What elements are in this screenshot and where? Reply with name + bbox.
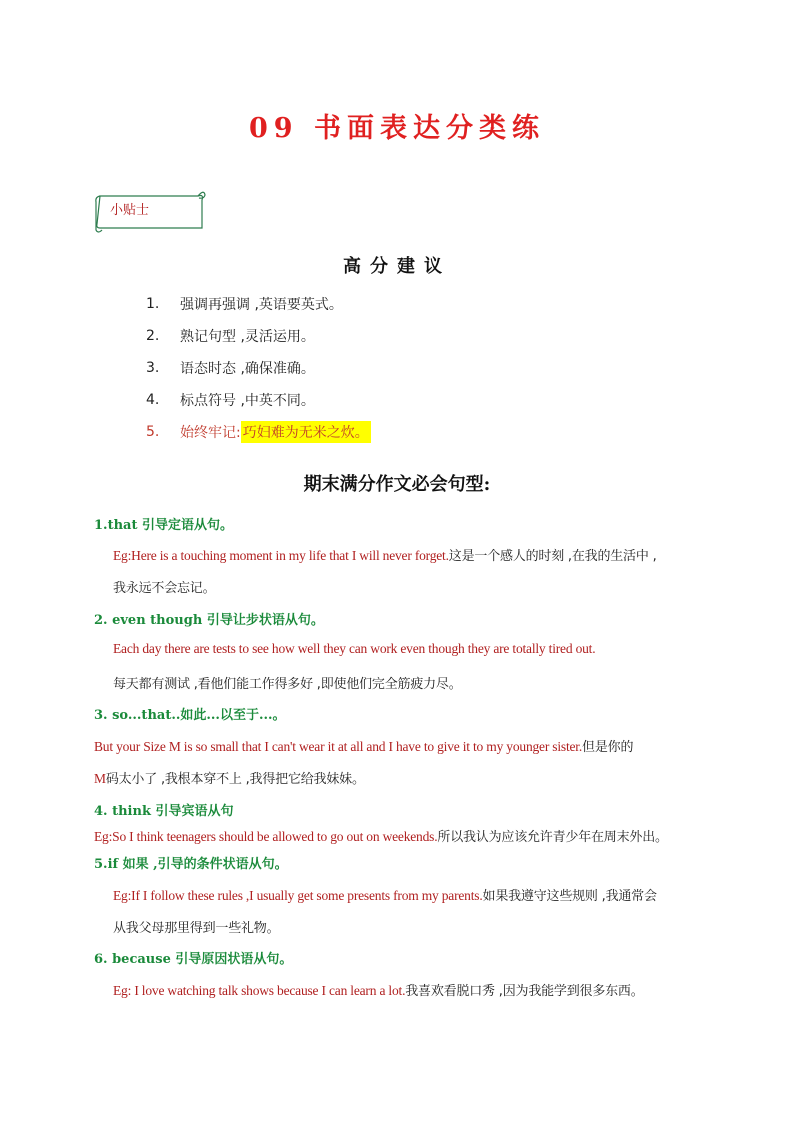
advice-text: 熟记句型 ,灵活运用。	[180, 329, 315, 345]
advice-number: 3.	[146, 360, 160, 376]
advice-item	[146, 416, 666, 448]
example-line	[94, 826, 668, 845]
example-chinese: 但是你的	[582, 740, 634, 755]
advice-text: 标点符号 ,中英不同。	[180, 393, 315, 409]
example-chinese: 我喜欢看脱口秀 ,因为我能学到很多东西。	[405, 984, 644, 999]
pattern-rule: 2. even though 引导让步状语从句。	[94, 613, 324, 628]
example-chinese: 我永远不会忘记。	[113, 581, 216, 596]
example-english: M	[94, 771, 106, 786]
example-chinese: 每天都有测试 ,看他们能工作得多好 ,即使他们完全筋疲力尽。	[113, 677, 462, 692]
example-line	[113, 641, 595, 657]
example-line	[94, 736, 633, 755]
example-chinese: 如果我遵守这些规则 ,我通常会	[482, 889, 657, 904]
pattern-rule: 5.if 如果 ,引导的条件状语从句。	[94, 857, 288, 872]
advice-list	[146, 288, 666, 448]
example-line	[113, 980, 644, 999]
example-english: Eg: I love watching talk shows because I can learn a lot.	[113, 983, 406, 998]
advice-item	[146, 384, 666, 416]
advice-text: 语态时态 ,确保准确。	[180, 361, 315, 377]
section-heading: 期末满分作文必会句型:	[303, 474, 491, 495]
advice-number: 5.	[146, 424, 160, 440]
example-line	[113, 885, 657, 904]
advice-item	[146, 288, 666, 320]
advice-text: 强调再强调 ,英语要英式。	[180, 297, 343, 313]
advice-number: 4.	[146, 392, 160, 408]
example-english: Each day there are tests to see how well they can work even though they are totally tired out.	[113, 641, 596, 656]
example-english: Eg:Here is a touching moment in my life that I will never forget.	[113, 548, 449, 563]
example-chinese: 码太小了 ,我根本穿不上 ,我得把它给我妹妹。	[105, 772, 365, 787]
advice-item	[146, 352, 666, 384]
advice-number: 1.	[146, 296, 160, 312]
example-english: But your Size M is so small that I can't wear it at all and I have to give it to my younger sister.	[94, 739, 583, 754]
pattern-rule: 1.that 引导定语从句。	[94, 518, 233, 533]
advice-text: 始终牢记:	[180, 425, 241, 441]
pattern-rule: 3. so...that..如此...以至于...。	[94, 708, 286, 723]
example-line	[94, 768, 365, 787]
example-line	[113, 917, 279, 936]
document-title: 09 书面表达分类练	[249, 113, 545, 144]
advice-number: 2.	[146, 328, 160, 344]
example-chinese: 这是一个感人的时刻 ,在我的生活中 ,	[448, 549, 657, 564]
example-chinese: 从我父母那里得到一些礼物。	[113, 921, 280, 936]
example-english: Eg:If I follow these rules ,I usually get some presents from my parents.	[113, 888, 483, 903]
example-line	[113, 545, 657, 564]
example-english: Eg:So I think teenagers should be allowed to go out on weekends.	[94, 829, 438, 844]
highlighted-proverb: 巧妇难为无米之炊。	[241, 421, 371, 443]
advice-item	[146, 320, 666, 352]
example-chinese: 所以我认为应该允许青少年在周末外出。	[437, 830, 668, 845]
tip-scroll-box	[94, 190, 202, 226]
example-line	[113, 577, 215, 596]
pattern-rule: 6. because 引导原因状语从句。	[94, 952, 293, 967]
advice-heading: 高分建议	[343, 256, 451, 277]
tip-label: 小贴士	[110, 203, 150, 218]
pattern-rule: 4. think 引导宾语从句	[94, 804, 234, 819]
example-line	[113, 673, 462, 692]
